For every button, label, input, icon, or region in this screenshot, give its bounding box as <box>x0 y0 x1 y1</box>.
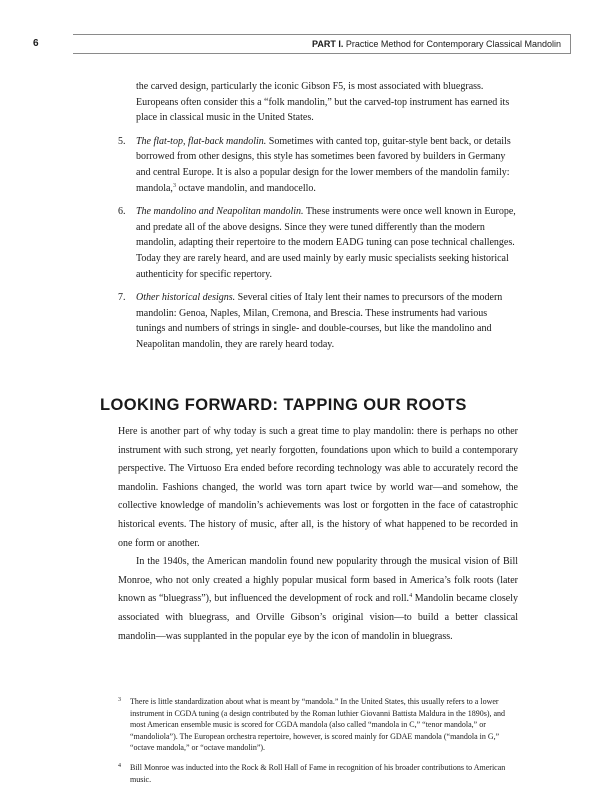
footnote-ref: 4 <box>409 593 413 600</box>
page-header <box>28 34 570 54</box>
body-paragraph <box>118 553 518 646</box>
footnote-mark: 4 <box>118 762 121 769</box>
body-paragraph: Here is another part of why today is such a great time to play mandolin: there is perhaps no other instrument with such strong, yet nearly forgotten, foundations upon which to build a contemporary perspective. The Virtuoso Era ended before recording technology was able to accurately record the mandolin. Fashions changed, the world was torn apart twice by world war—and somehow, the collective knowledge of mandolin’s achievements was lost or forgotten in the face of catastrophic historical events. The history of music, after all, is the history of what happened to be recorded in one form or another. <box>118 426 518 549</box>
list-item-7 <box>118 290 516 352</box>
footnote-text: There is little standardization about what is meant by “mandola.” In the United States, this usually refers to a lower instrument in CGDA tuning (a design contributed by the Roman luthier Giovanni Battista Maldura in the 1890s), and most American ensemble music is scored for CGDA mandola (also called “mandola in C,” “tenor mandola,” or “mandoliola”). The European orchestra repertoire, however, is scored mainly for GDAE mandola (“mandola in G,” “octave mandola,” or “octave mandolin”). <box>130 697 506 753</box>
running-head-box <box>73 34 571 54</box>
running-head-title: Practice Method for Contemporary Classical Mandolin <box>345 39 561 49</box>
section-body <box>118 423 518 646</box>
list-number: 6. <box>118 206 126 218</box>
list-item-text: These instruments were once well known in Europe, and predate all of the above designs. Since they were tuned differently than the modern mandolin, adapting their repertoire to the modern EADG tuning can pose technical challenges. Today they are rarely heard, and are used mainly by early music specialists seeking historical authenticity for specific repertory. <box>136 206 516 280</box>
list-item-continuation: the carved design, particularly the iconic Gibson F5, is most associated with bluegrass. Europeans often consider this a “folk mandolin,” but the carved-top instrument has earned its place in classical music in the United States. <box>136 81 510 124</box>
list-item-title: The mandolino and Neapolitan mandolin. <box>136 206 304 218</box>
list-item-title: Other historical designs. <box>136 292 236 304</box>
body-text: Mandolin became closely associated with bluegrass, and Orville Gibson’s original vision—to build a better classical mandolin—was supplanted in the popular eye by the icon of mandolin in bluegrass. <box>118 593 518 642</box>
list-item-title: The flat-top, flat-back mandolin. <box>136 135 267 147</box>
footnote-mark: 3 <box>118 697 121 703</box>
list-item-text: Several cities of Italy lent their names to precursors of the modern mandolin: Genoa, Naples, Milan, Cremona, and Brescia. These instruments had various tunings and numbers of strings in single- and double-courses, but like the mandolino and Neapolitan mandolin, they are rarely heard today. <box>136 292 503 350</box>
body-text: In the 1940s, the American mandolin found new popularity through the musical vision of Bill Monroe, who not only created a highly popular musical form based in America’s folk roots (later known as “bluegrass”), but influenced the development of rock and roll. <box>118 556 518 605</box>
running-head-part: PART I. <box>312 39 344 49</box>
list-item-5 <box>118 134 516 196</box>
section-heading: LOOKING FORWARD: TAPPING OUR ROOTS <box>100 396 467 414</box>
list-item-6 <box>118 204 516 282</box>
running-head <box>312 39 561 49</box>
footnote <box>118 762 518 785</box>
list-number: 7. <box>118 292 126 304</box>
list-item-text: Sometimes with canted top, guitar-style bent back, or details borrowed from other designs, this style has sometimes been favored by builders in Germany and central Europe. It is also a popular design for the lower members of the mandolin family: mandola, <box>136 135 511 194</box>
footnotes <box>118 688 518 788</box>
page-number: 6 <box>33 38 39 49</box>
footnote <box>118 696 518 754</box>
footnote-ref: 3 <box>172 182 176 189</box>
numbered-list <box>118 79 516 353</box>
list-item-text: octave mandolin, and mandocello. <box>175 182 316 194</box>
list-number: 5. <box>118 135 126 147</box>
footnote-text: Bill Monroe was inducted into the Rock & Roll Hall of Fame in recognition of his broader contributions to American music. <box>130 762 506 784</box>
